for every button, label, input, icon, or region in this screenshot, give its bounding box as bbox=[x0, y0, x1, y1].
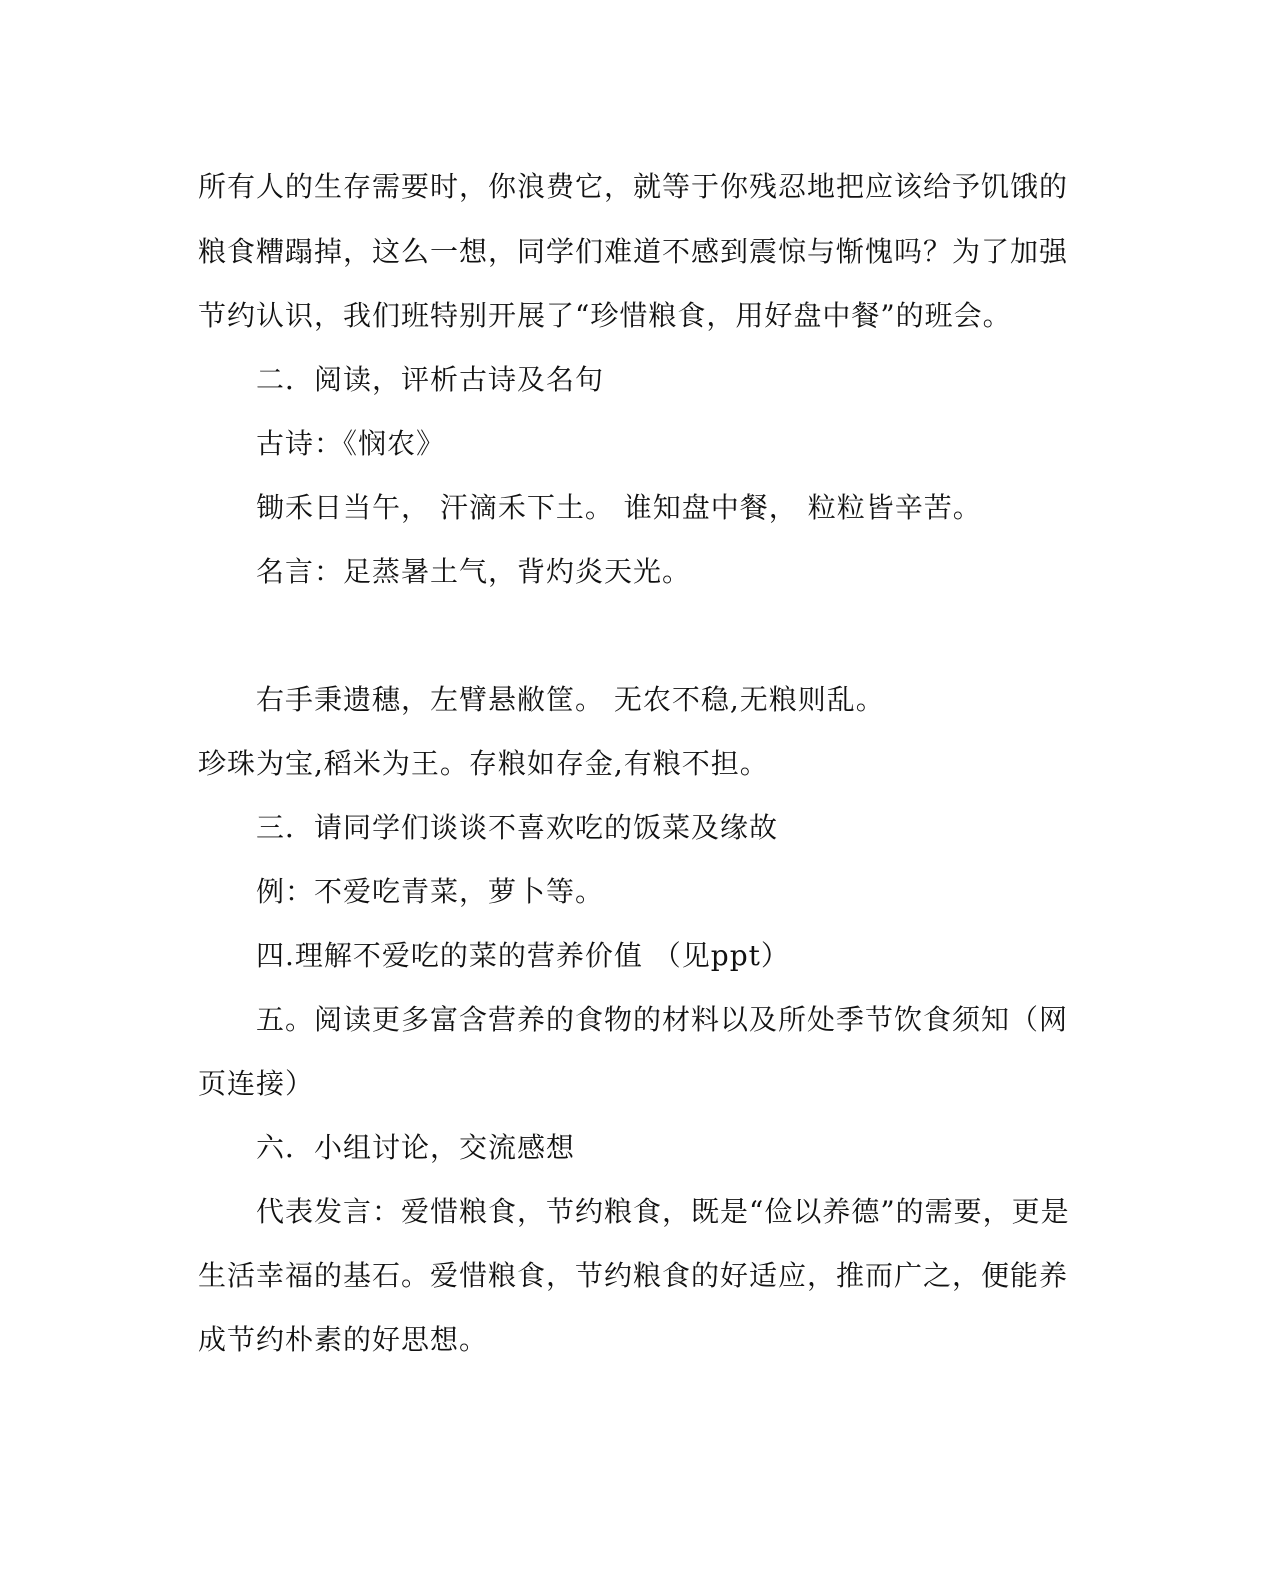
section-heading: 五。阅读更多富含营养的食物的材料以及所处季节饮食须知（网 bbox=[256, 1003, 1069, 1036]
paragraph-line: 所有人的生存需要时，你浪费它，就等于你残忍地把应该给予饥饿的 bbox=[198, 170, 1069, 203]
poem-title: 古诗：《悯农》 bbox=[256, 427, 446, 460]
section-heading: 四.理解不爱吃的菜的营养价值 （见ppt） bbox=[256, 939, 790, 972]
section-heading: 二．阅读，评析古诗及名句 bbox=[256, 363, 605, 396]
paragraph-line: 粮食糟蹋掉，这么一想，同学们难道不感到震惊与惭愧吗？为了加强 bbox=[198, 235, 1069, 268]
section-heading: 三．请同学们谈谈不喜欢吃的饭菜及缘故 bbox=[256, 811, 779, 844]
quote-line: 右手秉遗穗，左臂悬敝筐。 无农不稳,无粮则乱。 bbox=[256, 683, 885, 716]
paragraph-line: 成节约朴素的好思想。 bbox=[198, 1323, 489, 1356]
poem-text: 锄禾日当午， 汗滴禾下土。 谁知盘中餐， 粒粒皆辛苦。 bbox=[256, 491, 982, 524]
quote-line: 珍珠为宝,稻米为王。存粮如存金,有粮不担。 bbox=[198, 747, 769, 780]
example-line: 例：不爱吃青菜，萝卜等。 bbox=[256, 875, 605, 908]
quote-line: 名言：足蒸暑土气，背灼炎天光。 bbox=[256, 555, 692, 588]
section-heading: 六．小组讨论，交流感想 bbox=[256, 1131, 576, 1164]
paragraph-line: 生活幸福的基石。爱惜粮食，节约粮食的好适应，推而广之，便能养 bbox=[198, 1259, 1069, 1292]
section-heading-continued: 页连接） bbox=[198, 1067, 315, 1100]
paragraph-line: 代表发言：爱惜粮食，节约粮食，既是“俭以养德”的需要，更是 bbox=[256, 1195, 1070, 1228]
paragraph-line: 节约认识，我们班特别开展了“珍惜粮食，用好盘中餐”的班会。 bbox=[198, 299, 1012, 332]
